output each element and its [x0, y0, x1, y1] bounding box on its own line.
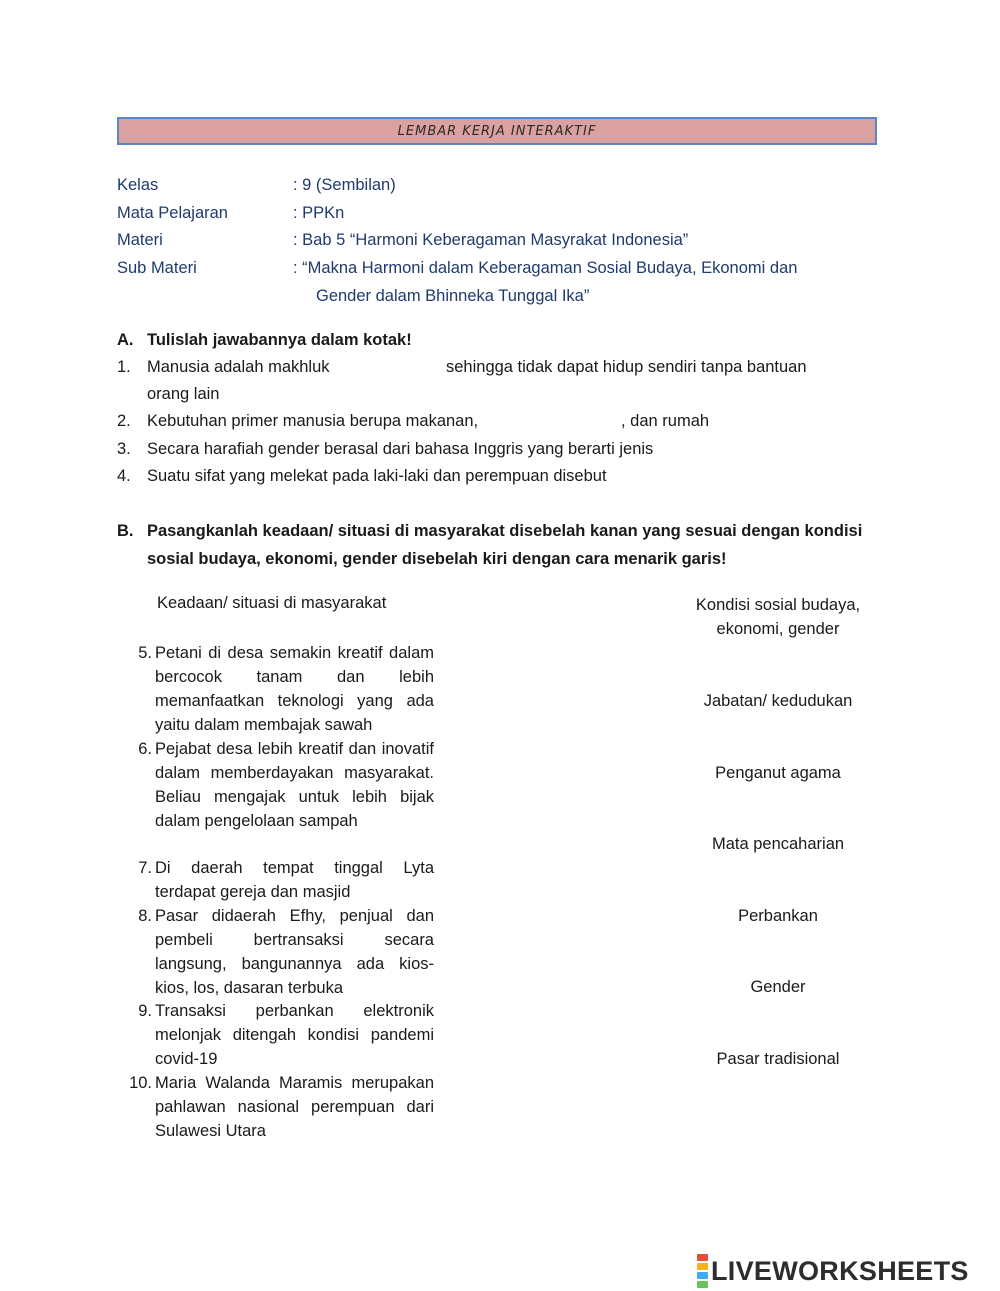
logo-block-3	[697, 1272, 708, 1279]
question-2-text-cont: , dan rumah	[621, 412, 710, 430]
section-a-letter: A.	[117, 331, 134, 349]
right-column-header-line2: ekonomi, gender	[716, 620, 840, 638]
situation-number: 5.	[138, 644, 152, 662]
question-number: 1.	[117, 358, 131, 376]
info-value-materi: : Bab 5 “Harmoni Keberagaman Masyrakat Indonesia”	[293, 231, 689, 249]
worksheet-title: LEMBAR KERJA INTERAKTIF	[397, 123, 597, 139]
info-value-mapel: : PPKn	[293, 204, 345, 222]
situation-number: 7.	[138, 859, 152, 877]
right-column-header-line1: Kondisi sosial budaya,	[695, 596, 861, 614]
section-b-heading-line2: sosial budaya, ekonomi, gender disebelah kiri dengan cara menarik garis!	[147, 550, 727, 568]
section-b-letter: B.	[117, 522, 134, 540]
condition-item-gender[interactable]: Gender	[750, 978, 806, 996]
info-label-kelas: Kelas	[117, 176, 159, 194]
condition-item-agama[interactable]: Penganut agama	[715, 764, 841, 782]
situation-item-6	[120, 737, 435, 857]
liveworksheets-logo-text: LIVEWORKSHEETS	[711, 1255, 969, 1286]
logo-block-1	[697, 1254, 708, 1261]
situation-text: Maria Walanda Maramis merupakan pahlawan nasional perempuan dari Sulawesi Utara	[155, 1074, 434, 1140]
situation-text: Petani di desa semakin kreatif dalam bercocok tanam dan lebih memanfaatkan teknologi yang ada yaitu dalam membajak sawah	[155, 644, 434, 734]
situation-text: Transaksi perbankan elektronik melonjak ditengah kondisi pandemi covid-19	[155, 1002, 434, 1068]
logo-block-2	[697, 1263, 708, 1270]
section-a-heading: Tulislah jawabannya dalam kotak!	[147, 331, 412, 349]
condition-item-jabatan[interactable]: Jabatan/ kedudukan	[703, 692, 853, 710]
question-number: 3.	[117, 440, 131, 458]
section-b-heading-line1: Pasangkanlah keadaan/ situasi di masyarakat disebelah kanan yang sesuai dengan kondisi	[147, 522, 863, 540]
info-label-mapel: Mata Pelajaran	[117, 204, 228, 222]
question-number: 2.	[117, 412, 131, 430]
condition-item-pencaharian[interactable]: Mata pencaharian	[711, 835, 845, 853]
condition-item-perbankan[interactable]: Perbankan	[738, 907, 818, 925]
situation-number: 10.	[129, 1074, 152, 1092]
liveworksheets-logo	[697, 1254, 969, 1288]
question-1-text-cont: sehingga tidak dapat hidup sendiri tanpa bantuan	[446, 358, 807, 376]
liveworksheets-logo-icon	[697, 1253, 708, 1289]
question-1-text: Manusia adalah makhluk	[147, 358, 330, 376]
worksheet-title-bar	[117, 117, 877, 145]
question-2-text: Kebutuhan primer manusia berupa makanan,	[147, 412, 479, 430]
situation-number: 6.	[138, 740, 152, 758]
situation-item-7	[120, 856, 435, 904]
question-1-text-end: orang lain	[147, 385, 220, 403]
situation-item-9	[120, 999, 435, 1071]
info-value-kelas: : 9 (Sembilan)	[293, 176, 396, 194]
situation-item-10	[120, 1071, 435, 1143]
condition-item-pasar[interactable]: Pasar tradisional	[716, 1050, 840, 1068]
info-value-submateri-cont: Gender dalam Bhinneka Tunggal Ika”	[316, 287, 590, 305]
situation-text: Pasar didaerah Efhy, penjual dan pembeli bertransaksi secara langsung, bangunannya ada kios-kios, los, dasaran terbuka	[155, 907, 434, 997]
situation-number: 8.	[138, 907, 152, 925]
question-3-text: Secara harafiah gender berasal dari bahasa Inggris yang berarti jenis	[147, 440, 654, 458]
logo-block-4	[697, 1281, 708, 1288]
situation-number: 9.	[138, 1002, 152, 1020]
question-number: 4.	[117, 467, 131, 485]
situation-item-5	[120, 641, 435, 737]
situation-text: Pejabat desa lebih kreatif dan inovatif dalam memberdayakan masyarakat. Beliau mengajak untuk lebih bijak dalam pengelolaan sampah	[155, 740, 434, 830]
left-column-header: Keadaan/ situasi di masyarakat	[157, 594, 387, 612]
info-label-submateri: Sub Materi	[117, 259, 197, 277]
situation-item-8	[120, 904, 435, 1000]
info-label-materi: Materi	[117, 231, 163, 249]
info-value-submateri: : “Makna Harmoni dalam Keberagaman Sosial Budaya, Ekonomi dan	[293, 259, 798, 277]
situation-text: Di daerah tempat tinggal Lyta terdapat gereja dan masjid	[155, 859, 434, 901]
question-4-text: Suatu sifat yang melekat pada laki-laki dan perempuan disebut	[147, 467, 607, 485]
